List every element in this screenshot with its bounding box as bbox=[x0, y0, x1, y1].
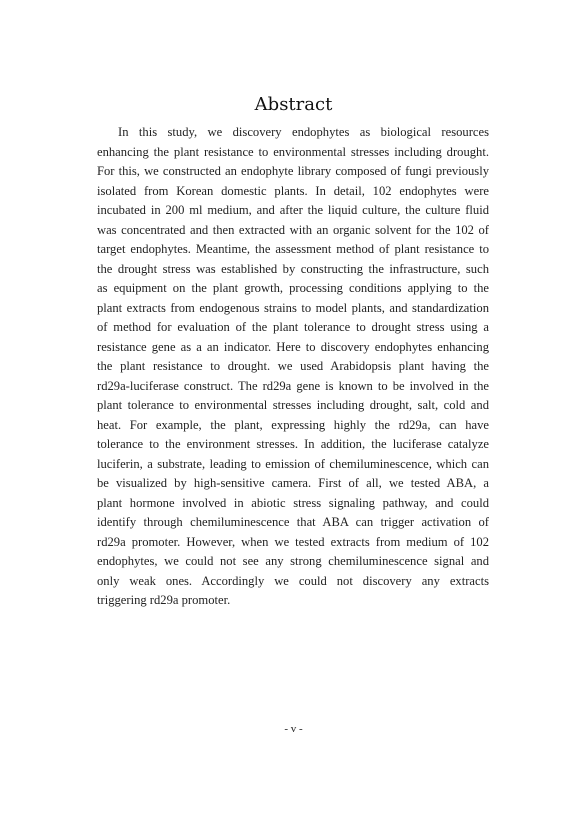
abstract-line: triggering rd29a promoter. bbox=[97, 593, 231, 608]
abstract-line: endophytes, we could not see any strong chemiluminescence signal and bbox=[97, 554, 489, 569]
abstract-line: the drought stress was established by constructing the infrastructure, such bbox=[97, 261, 489, 276]
abstract-body bbox=[97, 123, 489, 611]
abstract-line: plant tolerance to environmental stresses including drought, salt, cold and bbox=[97, 398, 489, 413]
abstract-line: resistance gene as a an indicator. Here to discovery endophytes enhancing bbox=[97, 339, 489, 354]
page-title: Abstract bbox=[254, 94, 333, 115]
abstract-line: of method for evaluation of the plant tolerance to drought stress using a bbox=[97, 320, 489, 335]
abstract-line: was concentrated and then extracted with an organic solvent for the 102 of bbox=[97, 222, 489, 237]
abstract-line: heat. For example, the plant, expressing highly the rd29a, can have bbox=[97, 417, 489, 432]
abstract-line: isolated from Korean domestic plants. In detail, 102 endophytes were bbox=[97, 183, 489, 198]
abstract-line: tolerance to the environment stresses. In addition, the luciferase catalyze bbox=[97, 437, 489, 452]
abstract-line: target endophytes. Meantime, the assessment method of plant resistance to bbox=[97, 242, 489, 257]
abstract-line: only weak ones. Accordingly we could not discovery any extracts bbox=[97, 573, 489, 588]
abstract-line: luciferin, a substrate, leading to emission of chemiluminescence, which can bbox=[97, 456, 489, 471]
page-number: - v - bbox=[284, 723, 303, 735]
abstract-line: plant hormone involved in abiotic stress signaling pathway, and could bbox=[97, 495, 489, 510]
abstract-line: rd29a promoter. However, when we tested extracts from medium of 102 bbox=[97, 534, 489, 549]
abstract-line: plant extracts from endogenous strains to model plants, and standardization bbox=[97, 300, 489, 315]
abstract-line: identify through chemiluminescence that ABA can trigger activation of bbox=[97, 515, 489, 530]
abstract-line: enhancing the plant resistance to environmental stresses including drought. bbox=[97, 144, 489, 159]
abstract-line: rd29a-luciferase construct. The rd29a gene is known to be involved in the bbox=[97, 378, 489, 393]
abstract-line: be visualized by high-sensitive camera. First of all, we tested ABA, a bbox=[97, 476, 489, 491]
abstract-line: as equipment on the plant growth, processing conditions applying to the bbox=[97, 281, 489, 296]
abstract-line: incubated in 200 ml medium, and after the liquid culture, the culture fluid bbox=[97, 203, 489, 218]
abstract-line: For this, we constructed an endophyte library composed of fungi previously bbox=[97, 164, 489, 179]
abstract-line: In this study, we discovery endophytes as biological resources bbox=[118, 125, 489, 139]
abstract-line: the plant resistance to drought. we used Arabidopsis plant having the bbox=[97, 359, 489, 374]
